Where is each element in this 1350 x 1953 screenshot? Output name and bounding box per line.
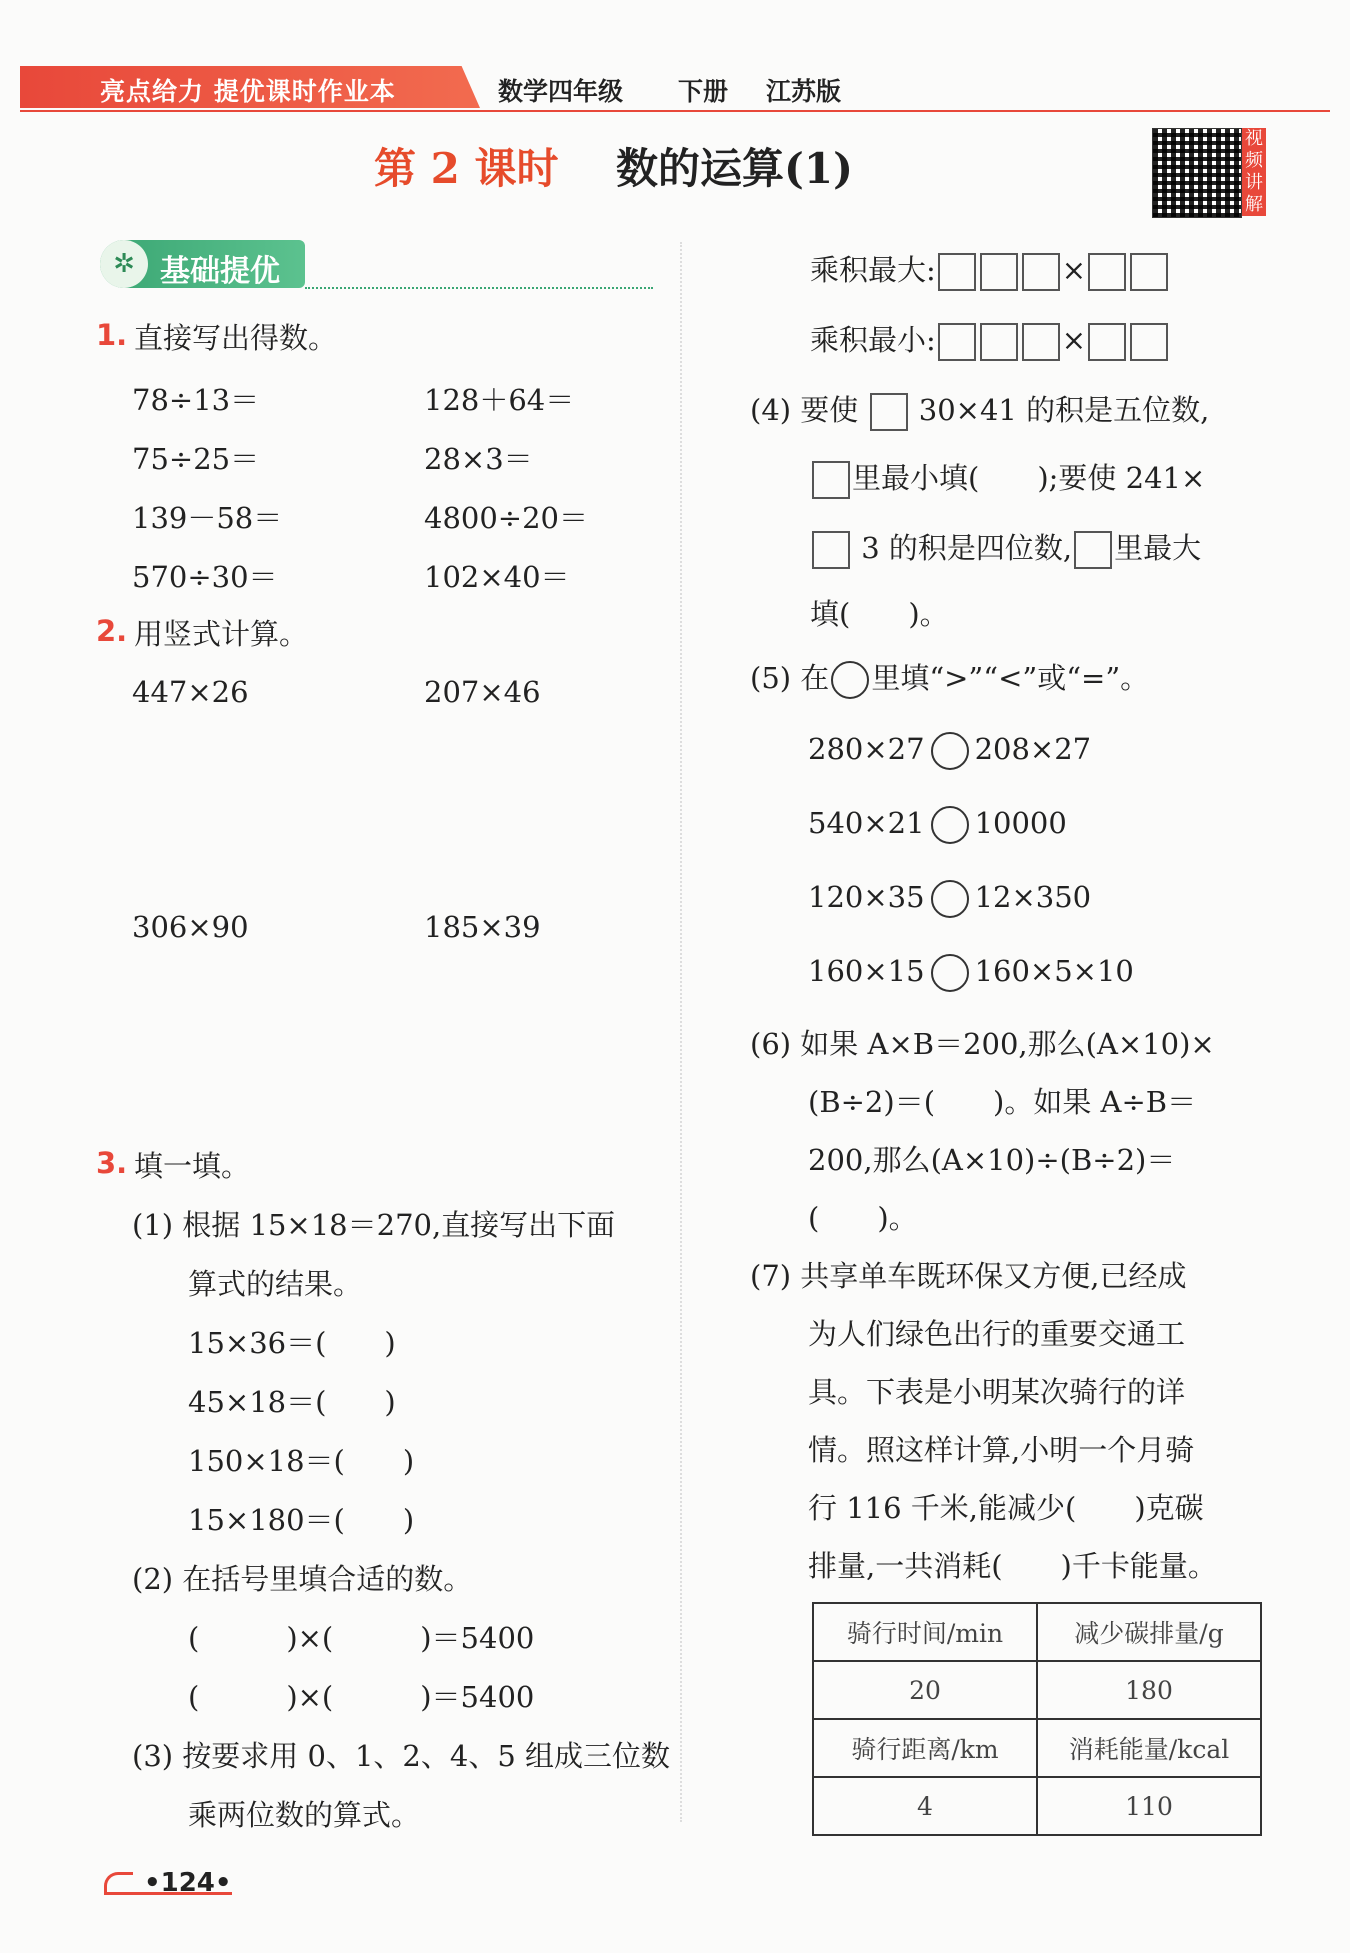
table-header-cell: 骑行时间/min	[813, 1603, 1037, 1661]
q3-part6-line2: (B÷2)＝( )。如果 A÷B＝	[808, 1085, 1197, 1119]
q1-item: 139－58＝	[132, 501, 283, 535]
q3-part1-item: 15×180＝( )	[188, 1503, 415, 1537]
compare-row	[808, 806, 1067, 844]
q2-prompt: 用竖式计算。	[134, 617, 309, 651]
qr-code[interactable]	[1152, 128, 1242, 218]
q2-number: 2.	[96, 614, 128, 648]
times-sign: ×	[1061, 323, 1087, 357]
q1-item: 75÷25＝	[132, 442, 260, 476]
q3-part1-item: 45×18＝( )	[188, 1385, 396, 1419]
q1-item: 78÷13＝	[132, 383, 260, 417]
digit-box[interactable]	[1022, 253, 1060, 291]
q3-part2-prompt: (2) 在括号里填合适的数。	[132, 1562, 473, 1596]
q3-part7-line6: 排量,一共消耗( )千卡能量。	[808, 1549, 1217, 1583]
compare-left: 160×15	[808, 954, 925, 988]
lesson-number: 第 2 课时	[374, 144, 559, 193]
compare-row	[808, 732, 1091, 770]
subject-label: 数学四年级	[498, 77, 624, 106]
brand-title: 亮点给力 提优课时作业本	[100, 77, 396, 106]
q3-part6-line4: ( )。	[808, 1201, 918, 1235]
times-sign: ×	[1061, 253, 1087, 287]
min-product-label: 乘积最小:	[810, 323, 936, 357]
compare-left: 120×35	[808, 880, 925, 914]
digit-box[interactable]	[980, 323, 1018, 361]
q3-part1-line2: 算式的结果。	[188, 1267, 363, 1301]
blank-box[interactable]	[812, 531, 850, 569]
q3-part7-line3: 具。下表是小明某次骑行的详	[808, 1375, 1186, 1409]
q3-prompt: 填一填。	[134, 1149, 251, 1183]
q2-item: 447×26	[132, 675, 249, 709]
q3-part4-line1	[750, 388, 1209, 431]
column-divider	[680, 242, 682, 1822]
q3-part7-line4: 情。照这样计算,小明一个月骑	[808, 1433, 1195, 1467]
q3-part1-item: 15×36＝( )	[188, 1326, 396, 1360]
compare-left: 540×21	[808, 806, 925, 840]
q3-part6-line1: (6) 如果 A×B＝200,那么(A×10)×	[750, 1027, 1215, 1061]
q3-part1-item: 150×18＝( )	[188, 1444, 415, 1478]
blank-box[interactable]	[812, 461, 850, 499]
q3-part2-item: ( )×( )＝5400	[188, 1680, 535, 1714]
table-row	[813, 1661, 1261, 1719]
table-row	[813, 1603, 1261, 1661]
compare-right: 208×27	[974, 732, 1092, 766]
q3-part5-prompt	[750, 656, 1149, 699]
q2-item: 185×39	[424, 910, 541, 944]
q3-part2-item: ( )×( )＝5400	[188, 1621, 535, 1655]
table-row	[813, 1777, 1261, 1835]
section-rule	[305, 287, 653, 289]
lesson-topic: 数的运算(1)	[616, 144, 853, 193]
q3-part3-line2: 乘两位数的算式。	[188, 1798, 421, 1832]
digit-box[interactable]	[980, 253, 1018, 291]
q3-part4-text: (4) 要使	[750, 393, 859, 427]
q3-part6-line3: 200,那么(A×10)÷(B÷2)＝	[808, 1143, 1176, 1177]
q1-number: 1.	[96, 318, 128, 352]
compare-right: 160×5×10	[974, 954, 1134, 988]
q1-item: 4800÷20＝	[424, 501, 589, 535]
qr-video-label: 视频讲解	[1242, 128, 1266, 216]
compare-circle[interactable]	[931, 880, 969, 918]
compare-right: 12×350	[974, 880, 1092, 914]
q3-part1-line1: (1) 根据 15×18＝270,直接写出下面	[132, 1208, 616, 1242]
max-product-row	[810, 248, 1170, 291]
digit-box[interactable]	[938, 253, 976, 291]
q3-part5-text: 里填“>”“<”或“=”。	[871, 661, 1150, 695]
q3-part4-text: 30×41 的积是五位数,	[918, 393, 1210, 427]
q3-part4-line2	[810, 456, 1205, 499]
max-product-label: 乘积最大:	[810, 253, 936, 287]
volume-label: 下册	[678, 77, 729, 106]
compare-left: 280×27	[808, 732, 925, 766]
q1-item: 102×40＝	[424, 560, 570, 594]
compare-row	[808, 880, 1091, 918]
table-row	[813, 1719, 1261, 1777]
q2-item: 207×46	[424, 675, 541, 709]
q1-item: 128＋64＝	[424, 383, 575, 417]
q3-part7-line5: 行 116 千米,能减少( )克碳	[808, 1491, 1204, 1525]
table-cell: 20	[813, 1661, 1037, 1719]
section-title: 基础提优	[160, 254, 280, 289]
digit-box[interactable]	[1022, 323, 1060, 361]
compare-circle[interactable]	[931, 806, 969, 844]
compare-circle[interactable]	[831, 661, 869, 699]
digit-box[interactable]	[1130, 253, 1168, 291]
q3-part3-line1: (3) 按要求用 0、1、2、4、5 组成三位数	[132, 1739, 670, 1773]
q3-part4-text: 里最大	[1114, 531, 1202, 565]
sprout-icon: ✲	[100, 240, 148, 288]
q1-item: 570÷30＝	[132, 560, 278, 594]
edition-label: 江苏版	[766, 77, 842, 106]
compare-row	[808, 954, 1134, 992]
table-header-cell: 消耗能量/kcal	[1037, 1719, 1261, 1777]
header-rule	[20, 110, 1330, 112]
blank-box[interactable]	[870, 393, 908, 431]
compare-right: 10000	[974, 806, 1067, 840]
q1-prompt: 直接写出得数。	[134, 321, 338, 355]
table-cell: 4	[813, 1777, 1037, 1835]
digit-box[interactable]	[1130, 323, 1168, 361]
table-cell: 180	[1037, 1661, 1261, 1719]
q1-item: 28×3＝	[424, 442, 533, 476]
q3-part7-line2: 为人们绿色出行的重要交通工	[808, 1317, 1186, 1351]
min-product-row	[810, 318, 1170, 361]
compare-circle[interactable]	[931, 954, 969, 992]
ride-data-table	[812, 1602, 1262, 1836]
table-header-cell: 骑行距离/km	[813, 1719, 1037, 1777]
q3-number: 3.	[96, 1146, 128, 1180]
digit-box[interactable]	[1088, 253, 1126, 291]
q3-part5-text: (5) 在	[750, 661, 830, 695]
q3-part7-line1: (7) 共享单车既环保又方便,已经成	[750, 1259, 1187, 1293]
q3-part4-line3	[810, 526, 1201, 569]
q3-part4-text: 3 的积是四位数,	[861, 531, 1073, 565]
q3-part4-line4: 填( )。	[810, 597, 949, 631]
blank-box[interactable]	[1074, 531, 1112, 569]
table-cell: 110	[1037, 1777, 1261, 1835]
compare-circle[interactable]	[931, 732, 969, 770]
digit-box[interactable]	[938, 323, 976, 361]
table-header-cell: 减少碳排量/g	[1037, 1603, 1261, 1661]
digit-box[interactable]	[1088, 323, 1126, 361]
q3-part4-text: 里最小填( );要使 241×	[852, 461, 1206, 495]
q2-item: 306×90	[132, 910, 249, 944]
page-number: •124•	[144, 1868, 232, 1898]
